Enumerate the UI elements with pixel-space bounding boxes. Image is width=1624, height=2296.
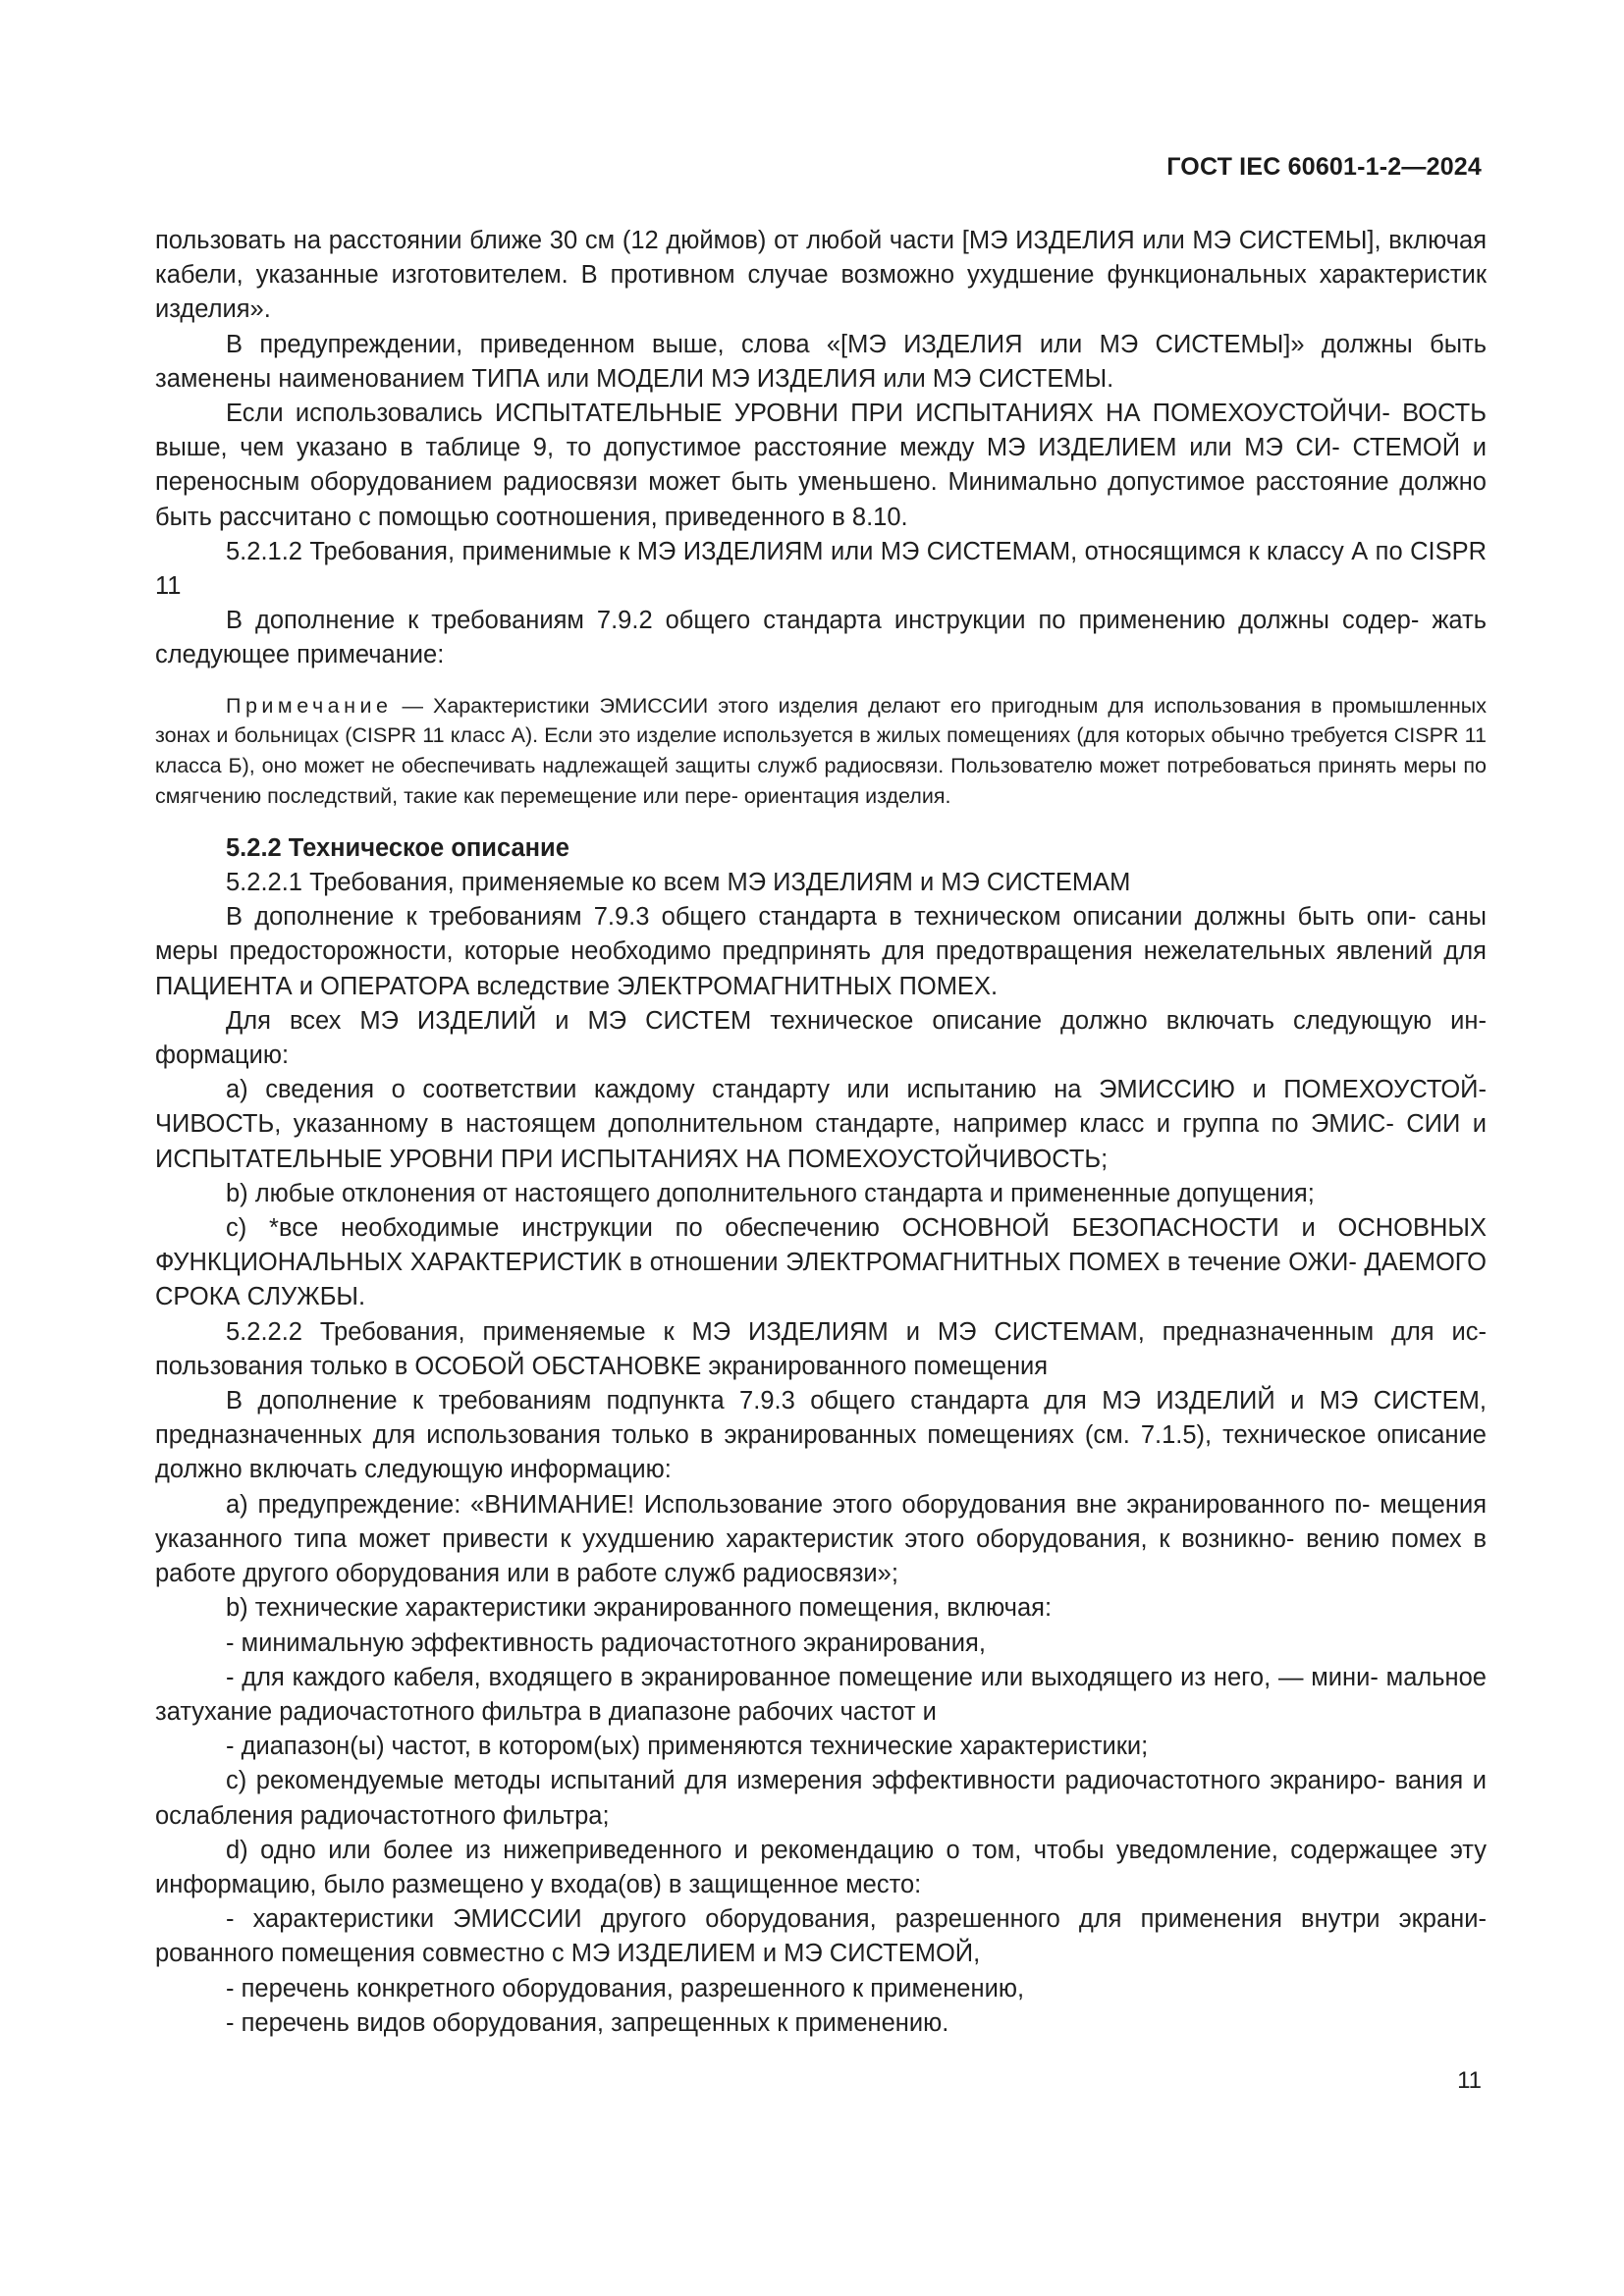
clause-title: 5.2.2.1 Требования, применяемые ко всем МЭ ИЗДЕЛИЯМ и МЭ СИСТЕМАМ [226,869,1131,897]
page-number: 11 [1457,2067,1482,2094]
paragraph: В предупреждении, приведенном выше, слова «[МЭ ИЗДЕЛИЯ или МЭ СИСТЕМЫ]» должны быть заменены наименованием ТИПА или МОДЕЛИ МЭ ИЗДЕЛИЯ или МЭ СИСТЕМЫ. [155,330,1487,393]
list-item: b) технические характеристики экранированного помещения, включая: [226,1594,1053,1623]
note-label: Примечание [226,693,393,718]
paragraph: В дополнение к требованиям 7.9.3 общего стандарта в техническом описании должны быть опи- саны меры предосторожности, которые необходимо предпринять для предотвращения нежелательных явлений для ПАЦИЕНТА и ОПЕРАТОРА вследствие ЭЛЕКТРОМАГНИТНЫХ ПОМЕХ. [155,903,1487,1000]
list-item: c) рекомендуемые методы испытаний для измерения эффективности радиочастотного экраниро- вания и ослабления радиочастотного фильтра; [155,1767,1487,1830]
list-subitem: - перечень конкретного оборудования, разрешенного к применению, [226,1974,1025,2002]
clause-title: 5.2.2.2 Требования, применяемые к МЭ ИЗДЕЛИЯМ и МЭ СИСТЕМАМ, предназначенным для ис- пользования только в ОСОБОЙ ОБСТАНОВКЕ экранированного помещения [155,1317,1487,1380]
list-item: a) сведения о соответствии каждому стандарту или испытанию на ЭМИССИЮ и ПОМЕХОУСТОЙ- ЧИВОСТЬ, указанному в настоящем дополнительном стандарте, например класс и группа по ЭМИС- СИИ и ИСПЫТАТЕЛЬНЫЕ УРОВНИ ПРИ ИСПЫТАНИЯХ НА ПОМЕХОУСТОЙЧИВОСТЬ; [155,1076,1487,1173]
paragraph: В дополнение к требованиям 7.9.2 общего стандарта инструкции по применению должны содер- жать следующее примечание: [155,607,1487,669]
list-item: d) одно или более из нижеприведенного и рекомендацию о том, чтобы уведомление, содержащее эту информацию, было размещено у входа(ов) в защищенное место: [155,1836,1487,1898]
list-subitem: - диапазон(ы) частот, в котором(ых) применяются технические характеристики; [226,1733,1149,1761]
paragraph: Если использовались ИСПЫТАТЕЛЬНЫЕ УРОВНИ ПРИ ИСПЫТАНИЯХ НА ПОМЕХОУСТОЙЧИ- ВОСТЬ выше, чем указано в таблице 9, то допустимое расстояние между МЭ ИЗДЕЛИЕМ или МЭ СИ- СТЕМОЙ и переносным оборудованием радиосвязи может быть уменьшено. Минимально допустимое расстояние должно быть рассчитано с помощью соотношения, приведенного в 8.10. [155,400,1487,531]
list-subitem: - минимальную эффективность радиочастотного экранирования, [226,1629,986,1657]
note-block [155,691,1487,812]
document-id-header: ГОСТ IEC 60601-1-2—2024 [1166,153,1482,181]
list-subitem: - для каждого кабеля, входящего в экранированное помещение или выходящего из него, — мини- мальное затухание радиочастотного фильтра в диапазоне рабочих частот и [155,1663,1487,1726]
list-subitem: - перечень видов оборудования, запрещенных к применению. [226,2008,949,2037]
paragraph: В дополнение к требованиям подпункта 7.9.3 общего стандарта для МЭ ИЗДЕЛИЙ и МЭ СИСТЕМ, предназначенных для использования только в экранированных помещениях (см. 7.1.5), техническое описание должно включать следующую информацию: [155,1387,1487,1484]
paragraph-continuation: пользовать на расстоянии ближе 30 см (12 дюймов) от любой части [МЭ ИЗДЕЛИЯ или МЭ СИСТЕМЫ], включая кабели, указанные изготовителем. В противном случае возможно ухудшение функциональных характеристик изделия». [155,227,1487,324]
list-item: c) *все необходимые инструкции по обеспечению ОСНОВНОЙ БЕЗОПАСНОСТИ и ОСНОВНЫХ ФУНКЦИОНАЛЬНЫХ ХАРАКТЕРИСТИК в отношении ЭЛЕКТРОМАГНИТНЫХ ПОМЕХ в течение ОЖИ- ДАЕМОГО СРОКА СЛУЖБЫ. [155,1214,1487,1311]
list-item: a) предупреждение: «ВНИМАНИЕ! Использование этого оборудования вне экранированного по- мещения указанного типа может привести к ухудшению характеристик этого оборудования, к возникно- вению помех в работе другого оборудования или в работе служб радиосвязи»; [155,1490,1487,1588]
document-body [155,224,1487,2041]
note-text: — Характеристики ЭМИССИИ этого изделия делают его пригодным для использования в промышленных зонах и больницах (CISPR 11 класс А). Если это изделие используется в жилых помещениях (для которых обычно требуется CISPR 11 класса Б), оно может не обеспечивать надлежащей защиты служб радиосвязи. Пользователю может потребоваться принять меры по смягчению последствий, такие как перемещение или пере- ориентация изделия. [155,693,1487,809]
paragraph: Для всех МЭ ИЗДЕЛИЙ и МЭ СИСТЕМ техническое описание должно включать следующую ин- формацию: [155,1006,1487,1070]
list-subitem: - характеристики ЭМИССИИ другого оборудования, разрешенного для применения внутри экрани- рованного помещения совместно с МЭ ИЗДЕЛИЕМ и МЭ СИСТЕМОЙ, [155,1905,1487,1968]
section-heading: 5.2.2 Техническое описание [226,833,569,862]
list-item: b) любые отклонения от настоящего дополнительного стандарта и примененные допущения; [226,1179,1315,1207]
clause-title: 5.2.1.2 Требования, применимые к МЭ ИЗДЕЛИЯМ или МЭ СИСТЕМАМ, относящимся к классу А по CISPR 11 [155,537,1487,601]
